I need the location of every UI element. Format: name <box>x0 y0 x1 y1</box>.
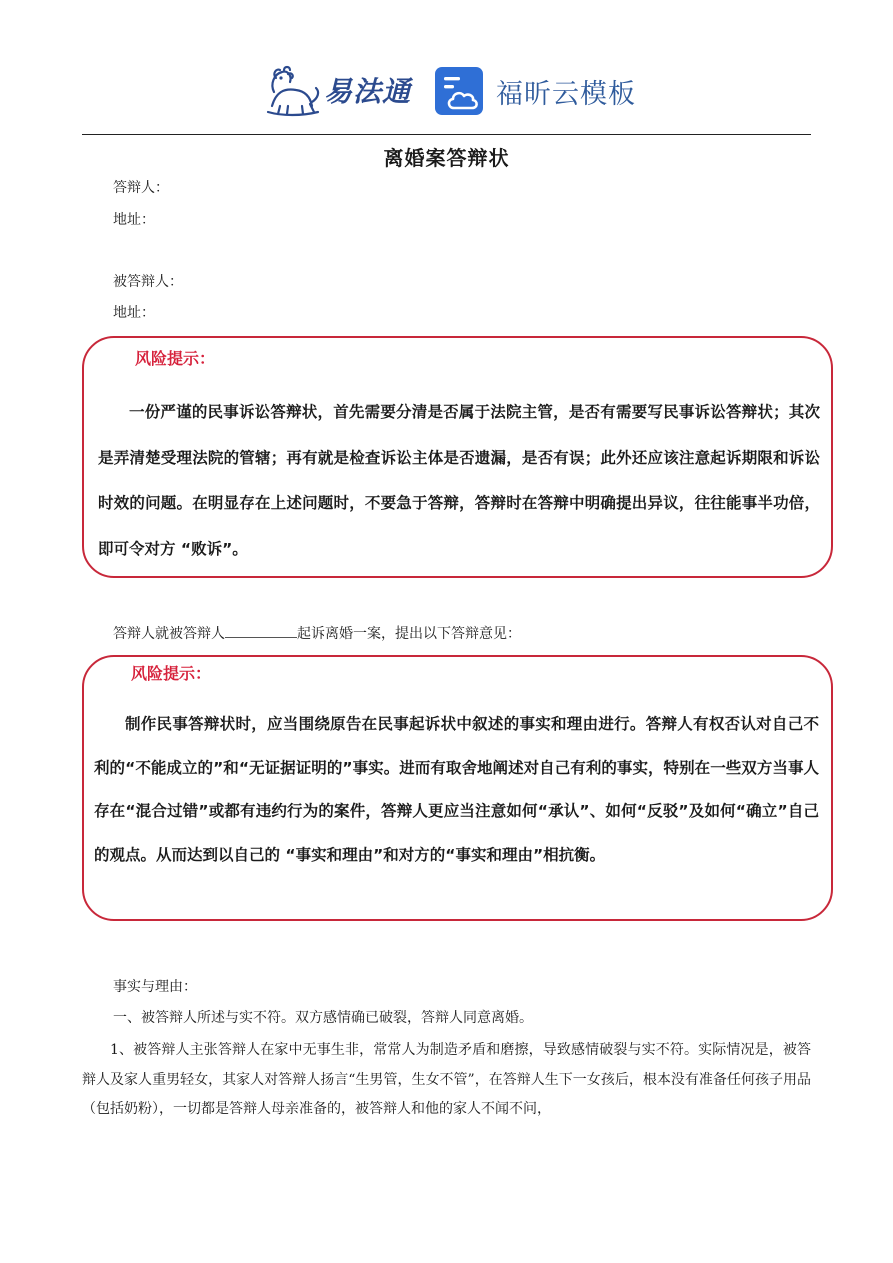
respondent-address-label: 地址： <box>113 212 155 228</box>
yifatong-logo <box>262 62 414 118</box>
logo-left-text: 易法通 <box>324 75 412 108</box>
logo-right-text: 福昕云模板 <box>496 78 636 110</box>
respondent-label: 答辩人： <box>113 180 169 196</box>
intro-before-blank: 答辩人就被答辩人 <box>113 626 225 642</box>
intro-after-blank: 起诉离婚一案，提出以下答辩意见： <box>297 626 521 642</box>
document-title: 离婚案答辩状 <box>383 146 510 170</box>
intro-statement <box>113 623 521 644</box>
risk-tip-box <box>82 336 833 578</box>
point-one: 一、被答辩人所述与实不符。双方感情确已破裂，答辩人同意离婚。 <box>113 1010 533 1026</box>
risk-tip-box <box>82 655 833 921</box>
point-one-detail: 1、被答辩人主张答辩人在家中无事生非，常常人为制造矛盾和磨擦，导致感情破裂与实不符。实际情况是，被答辩人及家人重男轻女，其家人对答辩人扬言“生男管，生女不管”，在答辩人生下一女孩后，根本没有准备任何孩子用品（包括奶粉），一切都是答辩人母亲准备的，被答辩人和他的家人不闻不问， <box>82 1042 811 1117</box>
risk-tip-heading: 风险提示： <box>135 349 216 368</box>
cloud-document-icon <box>434 66 484 116</box>
claimant-address-label: 地址： <box>113 305 155 321</box>
risk-tip-heading: 风险提示： <box>131 664 212 683</box>
fill-in-blank[interactable] <box>225 623 297 638</box>
facts-heading: 事实与理由： <box>113 979 197 995</box>
risk-tip-body: 制作民事答辩状时，应当围绕原告在民事起诉状中叙述的事实和理由进行。答辩人有权否认对自己不利的“不能成立的”和“无证据证明的”事实。进而有取舍地阐述对自己有利的事实，特别在一些双方当事人存在“混合过错”或都有违约行为的案件，答辩人更应当注意如何“承认”、如何“反驳”及如何“确立”自己的观点。从而达到以自己的 “事实和理由”和对方的“事实和理由”相抗衡。 <box>94 715 819 864</box>
claimant-label: 被答辩人： <box>113 274 183 290</box>
foxit-template-logo <box>434 64 636 118</box>
lion-mascot-icon <box>262 62 322 118</box>
header-divider <box>82 134 811 135</box>
risk-tip-body: 一份严谨的民事诉讼答辩状，首先需要分清是否属于法院主管，是否有需要写民事诉讼答辩状；其次是弄清楚受理法院的管辖；再有就是检查诉讼主体是否遗漏，是否有误；此外还应该注意起诉期限和诉讼时效的问题。在明显存在上述问题时，不要急于答辩，答辩时在答辩中明确提出异议，往往能事半功倍，即可令对方 “败诉”。 <box>98 403 820 558</box>
